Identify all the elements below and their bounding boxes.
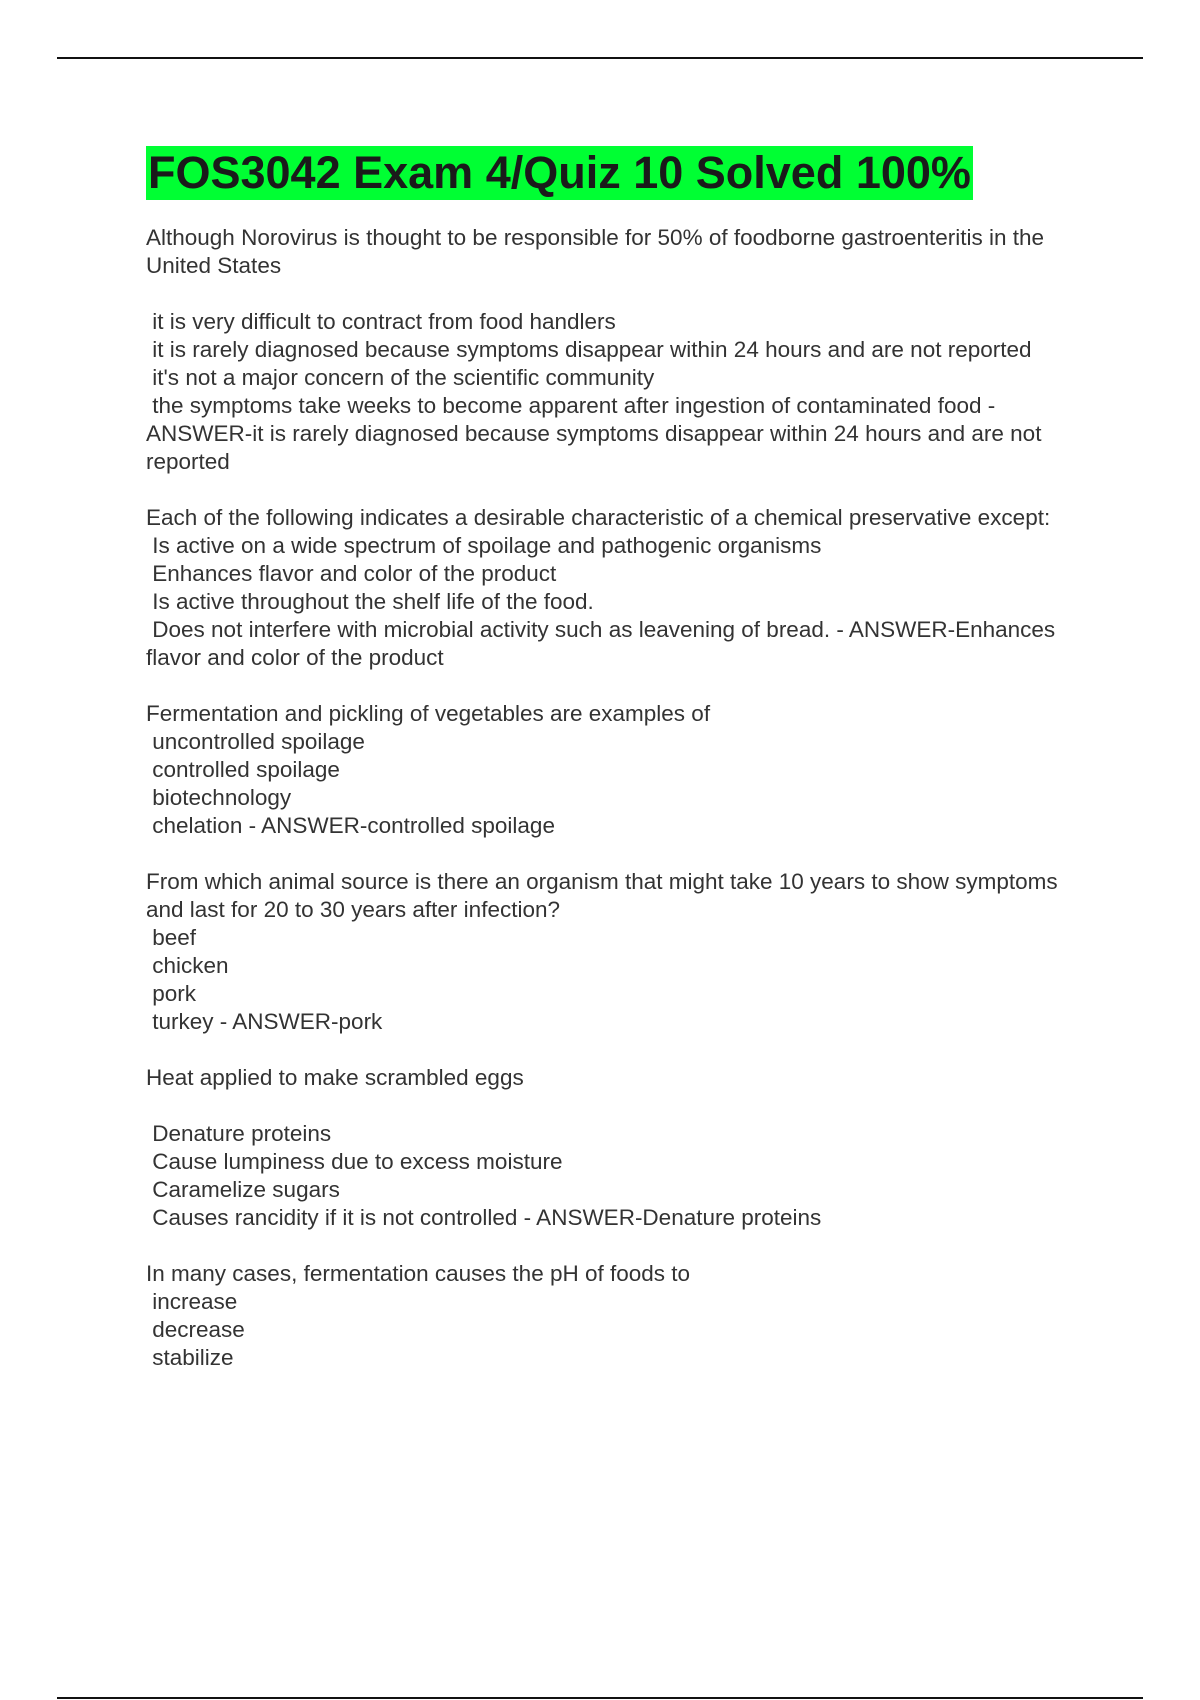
text-line: Denature proteins — [146, 1121, 332, 1146]
bottom-rule — [57, 1697, 1143, 1699]
text-line: uncontrolled spoilage — [146, 729, 365, 754]
question-text — [146, 224, 1076, 1372]
document-title: FOS3042 Exam 4/Quiz 10 Solved 100% — [148, 147, 971, 198]
blank-line — [146, 1036, 1076, 1064]
text-line: increase — [146, 1289, 238, 1314]
text-line: biotechnology — [146, 785, 292, 810]
text-line: turkey - ANSWER-pork — [146, 1009, 383, 1034]
blank-line — [146, 1092, 1076, 1120]
text-line: Fermentation and pickling of vegetables are examples of — [146, 701, 711, 726]
text-line: beef — [146, 925, 197, 950]
text-line: stabilize — [146, 1345, 234, 1370]
text-line: From which animal source is there an organism that might take 10 years to show symptoms and last for 20 to 30 years after infection? — [146, 869, 1064, 922]
text-line: chelation - ANSWER-controlled spoilage — [146, 813, 555, 838]
text-line: Heat applied to make scrambled eggs — [146, 1065, 524, 1090]
text-line: Is active throughout the shelf life of the food. — [146, 589, 594, 614]
text-line: Enhances flavor and color of the product — [146, 561, 557, 586]
text-line: Causes rancidity if it is not controlled - ANSWER-Denature proteins — [146, 1205, 822, 1230]
text-line: Cause lumpiness due to excess moisture — [146, 1149, 563, 1174]
blank-line — [146, 1232, 1076, 1260]
text-line: chicken — [146, 953, 229, 978]
blank-line — [146, 672, 1076, 700]
text-line: the symptoms take weeks to become apparent after ingestion of contaminated food - ANSWER-it is rarely diagnosed because symptoms disappear within 24 hours and are not reported — [146, 393, 1048, 474]
blank-line — [146, 840, 1076, 868]
blank-line — [146, 280, 1076, 308]
text-line: Is active on a wide spectrum of spoilage and pathogenic organisms — [146, 533, 822, 558]
top-rule — [57, 57, 1143, 59]
text-line: Does not interfere with microbial activity such as leavening of bread. - ANSWER-Enhances flavor and color of the product — [146, 617, 1062, 670]
text-line: In many cases, fermentation causes the pH of foods to — [146, 1261, 691, 1286]
text-line: decrease — [146, 1317, 245, 1342]
document-body — [146, 146, 1076, 1372]
text-line: Caramelize sugars — [146, 1177, 340, 1202]
text-line: controlled spoilage — [146, 757, 340, 782]
text-line: Although Norovirus is thought to be responsible for 50% of foodborne gastroenteritis in the United States — [146, 225, 1051, 278]
text-line: Each of the following indicates a desirable characteristic of a chemical preservative except: — [146, 505, 1051, 530]
text-line: it's not a major concern of the scientific community — [146, 365, 655, 390]
text-line: pork — [146, 981, 197, 1006]
text-line: it is rarely diagnosed because symptoms disappear within 24 hours and are not reported — [146, 337, 1032, 362]
blank-line — [146, 476, 1076, 504]
text-line: it is very difficult to contract from food handlers — [146, 309, 616, 334]
